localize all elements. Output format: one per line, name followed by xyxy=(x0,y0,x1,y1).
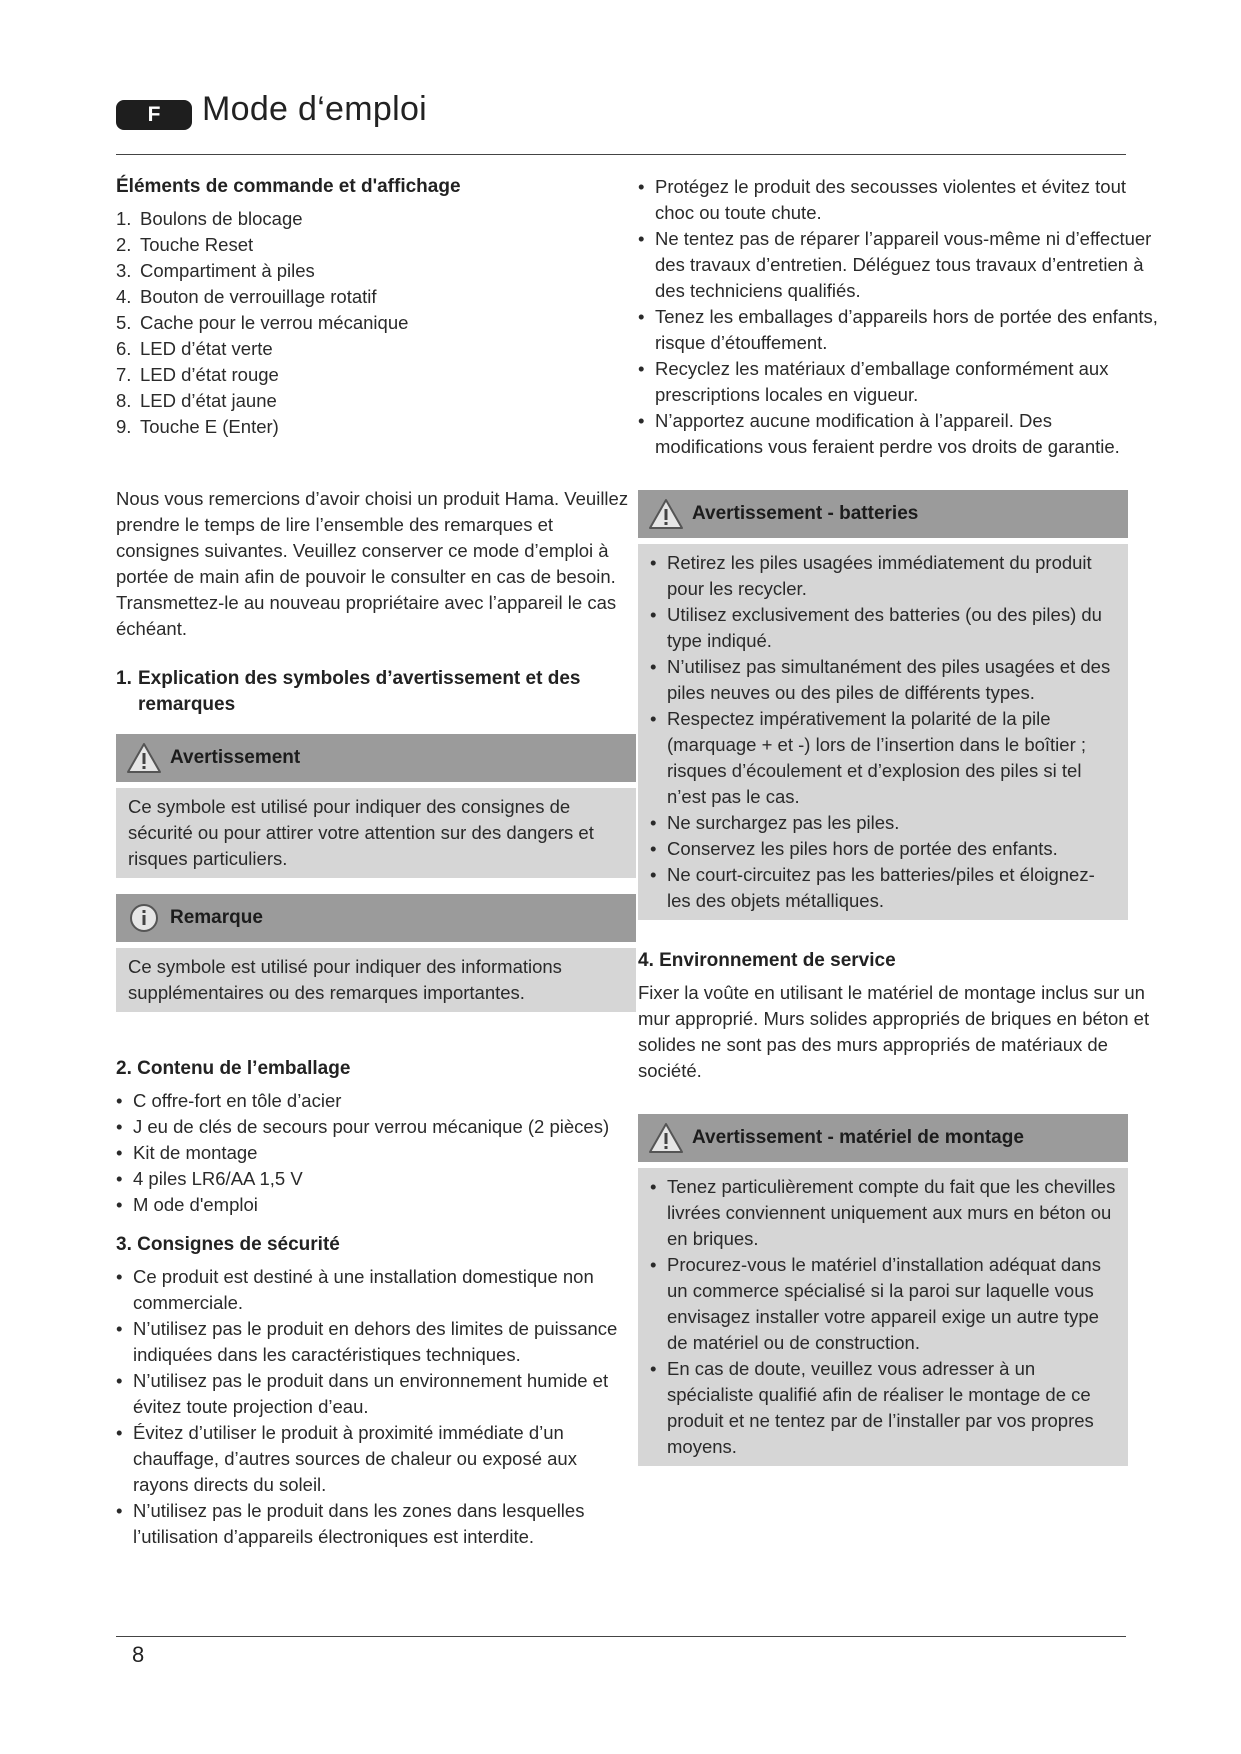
item-text: Cache pour le verrou mécanique xyxy=(140,312,409,333)
list-item xyxy=(116,206,636,232)
item-text: LED d’état rouge xyxy=(140,364,279,385)
list-item xyxy=(116,1498,636,1550)
list-item xyxy=(638,174,1163,226)
list-item xyxy=(116,310,636,336)
item-text: Retirez les piles usagées immédiatement du produit pour les recycler. xyxy=(667,552,1092,599)
bullet: • xyxy=(116,1318,123,1339)
mounting-warning-box xyxy=(638,1114,1128,1466)
note-box-label: Remarque xyxy=(170,907,263,928)
warning-box-header xyxy=(116,734,636,782)
mounting-box-body xyxy=(638,1168,1128,1466)
batteries-warning-box xyxy=(638,490,1128,920)
page-number: 8 xyxy=(132,1642,145,1667)
footer-divider xyxy=(116,1636,1126,1637)
item-text: N’utilisez pas le produit dans les zones dans lesquelles l’utilisation d’appareils électroniques est interdite. xyxy=(133,1500,585,1547)
list-item xyxy=(650,810,1116,836)
batteries-box-body xyxy=(638,544,1128,920)
item-text: N’utilisez pas le produit en dehors des limites de puissance indiquées dans les caractéristiques techniques. xyxy=(133,1318,618,1365)
bullet: • xyxy=(116,1370,123,1391)
item-text: Ne surchargez pas les piles. xyxy=(667,812,900,833)
list-item xyxy=(116,414,636,440)
item-text: Utilisez exclusivement des batteries (ou des piles) du type indiqué. xyxy=(667,604,1102,651)
section4-heading: 4. Environnement de service xyxy=(638,950,896,971)
language-badge: F xyxy=(116,100,192,130)
list-item xyxy=(650,836,1116,862)
item-text: N’apportez aucune modification à l’appareil. Des modifications vous feraient perdre vos droits de garantie. xyxy=(655,410,1120,457)
item-text: Ne tentez pas de réparer l’appareil vous-même ni d’effectuer des travaux d’entretien. Déléguez tous travaux d’entretien à des techniciens qualifiés. xyxy=(655,228,1152,301)
item-text: N’utilisez pas simultanément des piles usagées et des piles neuves ou des piles de différents types. xyxy=(667,656,1111,703)
item-number: 1. xyxy=(116,208,132,229)
bullet: • xyxy=(116,1194,123,1215)
bullet: • xyxy=(650,838,657,859)
bullet: • xyxy=(116,1116,123,1137)
list-item xyxy=(116,1088,636,1114)
info-circle-icon xyxy=(126,902,162,934)
item-text: Bouton de verrouillage rotatif xyxy=(140,286,377,307)
list-item xyxy=(116,1114,636,1140)
mounting-box-header xyxy=(638,1114,1128,1162)
item-number: 2. xyxy=(116,234,132,255)
item-text: Ce produit est destiné à une installation domestique non commerciale. xyxy=(133,1266,594,1313)
item-text: Touche Reset xyxy=(140,234,254,255)
batteries-list xyxy=(650,550,1116,914)
item-text: Protégez le produit des secousses violentes et évitez tout choc ou toute chute. xyxy=(655,176,1126,223)
item-text: Ne court-circuitez pas les batteries/piles et éloignez-les des objets métalliques. xyxy=(667,864,1095,911)
warning-triangle-icon xyxy=(648,1122,684,1154)
item-number: 7. xyxy=(116,364,132,385)
list-item xyxy=(116,362,636,388)
item-text: Conservez les piles hors de portée des enfants. xyxy=(667,838,1058,859)
bullet: • xyxy=(650,604,657,625)
list-item xyxy=(638,304,1163,356)
page-header xyxy=(116,90,1126,156)
page-title: Mode d‘emploi xyxy=(202,90,428,128)
list-item xyxy=(650,706,1116,810)
item-number: 4. xyxy=(116,286,132,307)
list-item xyxy=(116,1368,636,1420)
mounting-box-label: Avertissement - matériel de montage xyxy=(692,1127,1024,1148)
list-item xyxy=(638,408,1163,460)
bullet: • xyxy=(650,552,657,573)
warning-box xyxy=(116,734,636,878)
item-text: LED d’état verte xyxy=(140,338,273,359)
warning-box-body xyxy=(116,788,636,878)
list-item xyxy=(116,258,636,284)
list-item xyxy=(116,1140,636,1166)
item-text: Tenez les emballages d’appareils hors de portée des enfants, risque d’étouffement. xyxy=(655,306,1158,353)
item-text: En cas de doute, veuillez vous adresser à un spécialiste qualifié afin de réaliser le montage de ce produit et ne tentez par de l’installer par vos propres moyens. xyxy=(667,1358,1094,1457)
bullet: • xyxy=(116,1266,123,1287)
bullet: • xyxy=(650,864,657,885)
list-item xyxy=(116,232,636,258)
list-item xyxy=(116,284,636,310)
bullet: • xyxy=(650,812,657,833)
item-text: Respectez impérativement la polarité de la pile (marquage + et -) lors de l’insertion dans le boîtier ; risques d’écoulement et d’explosion des piles si tel n’est pas le cas. xyxy=(667,708,1087,807)
list-item xyxy=(638,226,1163,304)
header-divider xyxy=(116,154,1126,155)
note-box-text: Ce symbole est utilisé pour indiquer des informations supplémentaires ou des remarques importantes. xyxy=(128,956,562,1003)
bullet: • xyxy=(650,1176,657,1197)
list-item xyxy=(116,1192,636,1218)
note-box-header xyxy=(116,894,636,942)
item-text: J eu de clés de secours pour verrou mécanique (2 pièces) xyxy=(133,1116,610,1137)
list-item xyxy=(650,1252,1116,1356)
section1-title: Explication des symboles d’avertissement et des remarques xyxy=(138,668,581,715)
intro-paragraph: Nous vous remercions d’avoir choisi un produit Hama. Veuillez prendre le temps de lire l’ensemble des remarques et consignes suivantes. Veuillez conserver ce mode d’emploi à portée de main afin de pouvoir le consulter en cas de besoin. Transmettez-le au nouveau propriétaire avec l’appareil le cas échéant. xyxy=(116,488,629,639)
bullet: • xyxy=(650,656,657,677)
item-text: Touche E (Enter) xyxy=(140,416,279,437)
package-contents-list xyxy=(116,1088,636,1218)
bullet: • xyxy=(650,708,657,729)
list-item xyxy=(650,862,1116,914)
list-item xyxy=(650,550,1116,602)
batteries-box-header xyxy=(638,490,1128,538)
list-item xyxy=(116,1420,636,1498)
controls-list xyxy=(116,206,636,440)
right-column xyxy=(638,174,1163,1466)
list-item xyxy=(638,356,1163,408)
list-item xyxy=(116,336,636,362)
item-text: 4 piles LR6/AA 1,5 V xyxy=(133,1168,303,1189)
bullet: • xyxy=(116,1168,123,1189)
bullet: • xyxy=(116,1500,123,1521)
section3-heading: 3. Consignes de sécurité xyxy=(116,1234,340,1255)
item-number: 5. xyxy=(116,312,132,333)
list-item xyxy=(650,654,1116,706)
safety-list-left xyxy=(116,1264,636,1550)
bullet: • xyxy=(638,410,645,431)
item-text: Évitez d’utiliser le produit à proximité immédiate d’un chauffage, d’autres sources de chaleur ou exposé aux rayons directs du soleil. xyxy=(133,1422,577,1495)
list-item xyxy=(116,1316,636,1368)
list-item xyxy=(116,1166,636,1192)
section1-heading xyxy=(116,666,636,718)
item-number: 9. xyxy=(116,416,132,437)
item-text: Recyclez les matériaux d’emballage conformément aux prescriptions locales en vigueur. xyxy=(655,358,1109,405)
bullet: • xyxy=(638,306,645,327)
bullet: • xyxy=(638,176,645,197)
batteries-box-label: Avertissement - batteries xyxy=(692,503,919,524)
warning-box-label: Avertissement xyxy=(170,747,301,768)
item-number: 3. xyxy=(116,260,132,281)
bullet: • xyxy=(638,228,645,249)
warning-box-text: Ce symbole est utilisé pour indiquer des consignes de sécurité ou pour attirer votre attention sur des dangers et risques particuliers. xyxy=(128,796,594,869)
item-text: Boulons de blocage xyxy=(140,208,303,229)
section2-heading: 2. Contenu de l’emballage xyxy=(116,1058,351,1079)
item-number: 8. xyxy=(116,390,132,411)
bullet: • xyxy=(638,358,645,379)
item-text: Kit de montage xyxy=(133,1142,258,1163)
bullet: • xyxy=(116,1422,123,1443)
note-box-body xyxy=(116,948,636,1012)
controls-heading: Éléments de commande et d'affichage xyxy=(116,176,461,197)
safety-list-right xyxy=(638,174,1163,460)
list-item xyxy=(116,388,636,414)
item-text: M ode d'emploi xyxy=(133,1194,258,1215)
bullet: • xyxy=(116,1090,123,1111)
item-text: N’utilisez pas le produit dans un environnement humide et évitez toute projection d’eau. xyxy=(133,1370,609,1417)
section4-paragraph: Fixer la voûte en utilisant le matériel de montage inclus sur un mur approprié. Murs solides appropriés de briques en béton et solides ne sont pas des murs appropriés de matériaux de société. xyxy=(638,982,1150,1081)
bullet: • xyxy=(650,1254,657,1275)
item-text: C offre-fort en tôle d’acier xyxy=(133,1090,342,1111)
list-item xyxy=(116,1264,636,1316)
item-text: Compartiment à piles xyxy=(140,260,315,281)
item-text: Procurez-vous le matériel d’installation adéquat dans un commerce spécialisé si la paroi sur laquelle vous envisagez installer votre appareil exige un autre type de matériel ou de construction. xyxy=(667,1254,1101,1353)
bullet: • xyxy=(116,1142,123,1163)
item-text: LED d’état jaune xyxy=(140,390,277,411)
item-number: 6. xyxy=(116,338,132,359)
note-box xyxy=(116,894,636,1012)
warning-triangle-icon xyxy=(648,498,684,530)
list-item xyxy=(650,602,1116,654)
mounting-list xyxy=(650,1174,1116,1460)
list-item xyxy=(650,1356,1116,1460)
list-item xyxy=(650,1174,1116,1252)
item-text: Tenez particulièrement compte du fait que les chevilles livrées conviennent uniquement aux murs en béton ou en briques. xyxy=(667,1176,1116,1249)
section1-number: 1. xyxy=(116,668,132,689)
left-column xyxy=(116,174,636,1550)
warning-triangle-icon xyxy=(126,742,162,774)
bullet: • xyxy=(650,1358,657,1379)
